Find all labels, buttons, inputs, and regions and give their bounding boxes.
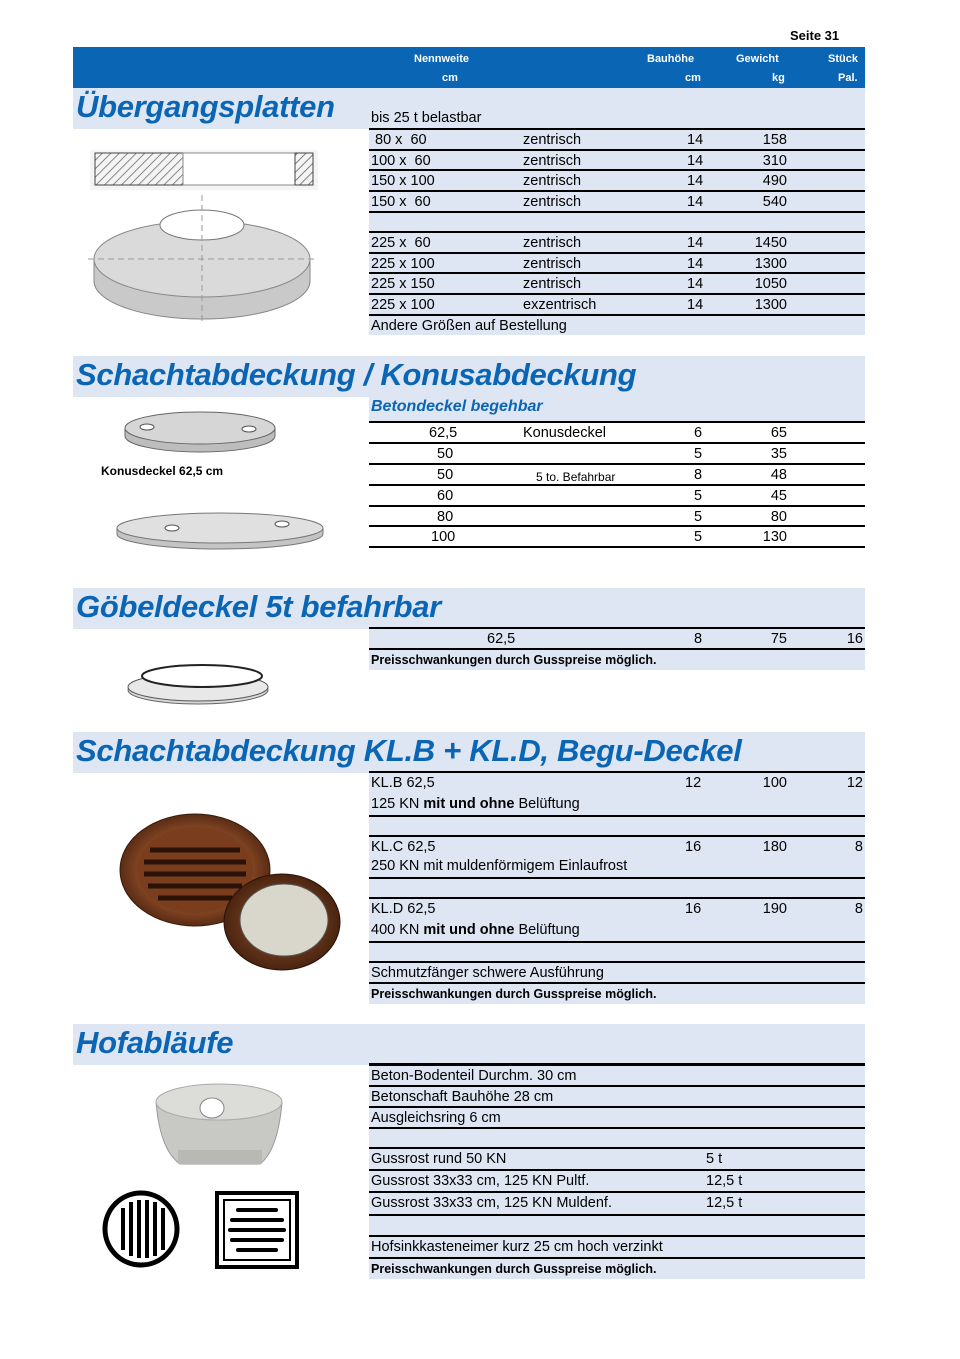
table-bottom-rule [369,546,865,548]
cell-pallet: 16 [846,631,863,647]
cell-pallet: 8 [854,901,863,917]
cell-height: 14 [687,132,704,148]
table-row [369,1235,865,1255]
header-stueck: Stück [828,53,858,65]
desc-part: 400 KN [371,922,424,938]
table-row [369,272,865,292]
cell-size: 225 x 60 [371,235,431,251]
price-note-text: Preisschwankungen durch Gusspreise möglich. [371,653,657,667]
table-row [369,961,865,981]
table-row [369,421,865,441]
header-nennweite: Nennweite [414,53,470,65]
cell-weight: 490 [762,173,787,189]
price-note-text: Preisschwankungen durch Gusspreise möglich. [371,1262,657,1276]
section-title-uebergangsplatten: Übergangsplatten [76,89,335,124]
cell-size: 225 x 150 [371,276,435,292]
table-row-spacer [369,1127,865,1147]
cell-type: exzentrisch [523,297,597,313]
cell-height: 14 [687,276,704,292]
goebeldeckel-drawing [126,660,272,708]
cell-weight: 80 [770,509,787,525]
table-row [369,1064,865,1084]
cell-weight: 45 [770,488,787,504]
price-note [369,982,865,1001]
cell-height: 5 [694,529,703,545]
cell-weight: 48 [770,467,787,483]
table-row [369,627,865,647]
footer-text: Andere Größen auf Bestellung [371,318,567,334]
table-row [369,442,865,462]
cell-weight: 158 [762,132,787,148]
cell-height: 14 [687,235,704,251]
header-nennweite-unit: cm [442,72,458,84]
table-row [369,463,865,484]
desc-bold: mit und ohne [423,922,515,938]
description-text [371,920,580,940]
table-row [369,149,865,169]
cell-size: 225 x 100 [371,297,435,313]
cell-size: 150 x 60 [371,194,431,210]
header-gewicht: Gewicht [736,53,779,65]
cell-type: zentrisch [523,132,582,148]
cell-size: 100 x 60 [371,153,431,169]
desc-bold: mit und ohne [423,796,515,812]
cell-load: 12,5 t [706,1173,743,1189]
cell-size: 150 x 100 [371,173,435,189]
cell-height: 14 [687,153,704,169]
desc-part: 125 KN [371,796,424,812]
cell-size: 100 [431,529,456,545]
cell-height: 14 [687,297,704,313]
table-row [369,771,865,791]
cell-height: 16 [685,839,702,855]
cell-weight: 1300 [754,256,787,272]
table-row [369,1147,865,1167]
section-title-begu-deckel: Schachtabdeckung KL.B + KL.D, Begu-Deckel [76,733,742,768]
cell-height: 12 [685,775,702,791]
cell-height: 8 [694,467,703,483]
cell-name: KL.B 62,5 [371,775,435,791]
desc-part: Belüftung [514,922,580,938]
table-row [369,505,865,525]
cell-size: 80 [437,509,454,525]
table-row [369,190,865,210]
cell-load: 5 t [706,1151,723,1167]
price-note [369,648,865,667]
cell-size: 225 x 100 [371,256,435,272]
cell-pallet: 8 [854,839,863,855]
table-row [369,1191,865,1211]
plate-cross-section-drawing [90,148,320,192]
cell-weight: 310 [762,153,787,169]
cell-height: 5 [694,446,703,462]
page-number: Seite 31 [790,28,840,43]
header-bauhoehe-unit: cm [685,72,701,84]
price-note-text: Preisschwankungen durch Gusspreise möglich. [371,987,657,1001]
section-title-schachtabdeckung: Schachtabdeckung / Konusabdeckung [76,357,637,392]
cell-name: KL.C 62,5 [371,839,436,855]
description-text: 250 KN mit muldenförmigem Einlaufrost [371,858,628,874]
round-grate-icon [100,1190,184,1268]
concrete-drain-photo [150,1080,288,1168]
load-note-text: bis 25 t belastbar [371,110,482,126]
table-row [369,252,865,272]
cell-name: Schmutzfänger schwere Ausführung [371,965,604,981]
header-stueck-unit: Pal. [838,72,858,84]
cell-weight: 1450 [754,235,787,251]
cast-iron-covers-photo [112,810,344,978]
cell-height: 14 [687,194,704,210]
cell-weight: 180 [762,839,787,855]
column-header-bar [73,47,865,88]
cell-height: 8 [694,631,703,647]
table-row-spacer [369,877,865,897]
table-row-spacer [369,211,865,231]
konusdeckel-drawing [122,408,278,456]
cell-type: zentrisch [523,173,582,189]
table-row [369,835,865,855]
cell-weight: 100 [762,775,787,791]
cell-pallet: 12 [846,775,863,791]
cell-name: Betonschaft Bauhöhe 28 cm [371,1089,554,1105]
cell-size: 50 [437,467,454,483]
cell-name: KL.D 62,5 [371,901,436,917]
table-row [369,897,865,917]
cell-load: 12,5 t [706,1195,743,1211]
cell-weight: 130 [762,529,787,545]
cell-weight: 75 [770,631,787,647]
cell-size: 50 [437,446,454,462]
header-bauhoehe: Bauhöhe [647,53,695,65]
cell-weight: 1050 [754,276,787,292]
plate-3d-drawing [88,195,316,327]
cell-height: 6 [694,425,703,441]
table-row [369,1169,865,1189]
table-row-spacer [369,1214,865,1234]
cell-type: zentrisch [523,194,582,210]
desc-part: Belüftung [514,796,580,812]
table-row-spacer [369,815,865,835]
table-row [369,484,865,504]
cell-size: 60 [437,488,454,504]
table-footer [369,314,865,334]
header-gewicht-unit: kg [772,72,785,84]
description-text [371,794,580,814]
cell-size: 80 x 60 [371,132,427,148]
cell-name: Gussrost 33x33 cm, 125 KN Pultf. [371,1173,590,1189]
table-row [369,525,865,545]
cell-type: zentrisch [523,256,582,272]
cell-weight: 65 [770,425,787,441]
cell-name: Gussrost rund 50 KN [371,1151,507,1167]
betondeckel-drawing [114,510,326,554]
table-row [369,231,865,251]
cell-weight: 1300 [754,297,787,313]
table-row [369,1085,865,1105]
cell-name: Beton-Bodenteil Durchm. 30 cm [371,1068,577,1084]
cell-weight: 540 [762,194,787,210]
cell-height: 14 [687,173,704,189]
cell-type: zentrisch [523,235,582,251]
cell-height: 14 [687,256,704,272]
cell-weight: 35 [770,446,787,462]
cell-height: 5 [694,509,703,525]
square-grate-icon [214,1190,300,1270]
price-note [369,1257,865,1276]
table-row [369,169,865,189]
cell-desc: 5 to. Befahrbar [536,470,616,484]
cell-desc: Konusdeckel [523,425,607,441]
cell-type: zentrisch [523,153,582,169]
subtitle-betondeckel: Betondeckel begehbar [371,398,543,415]
cell-name: Gussrost 33x33 cm, 125 KN Muldenf. [371,1195,612,1211]
cell-height: 16 [685,901,702,917]
cell-name: Ausgleichsring 6 cm [371,1110,501,1126]
table-row [369,128,865,148]
cell-name: Hofsinkkasteneimer kurz 25 cm hoch verzinkt [371,1239,663,1255]
section-title-hofablaeufe: Hofabläufe [76,1025,234,1060]
konusdeckel-caption: Konusdeckel 62,5 cm [101,464,224,478]
cell-height: 5 [694,488,703,504]
cell-type: zentrisch [523,276,582,292]
section-title-goebeldeckel: Göbeldeckel 5t befahrbar [76,589,441,624]
cell-weight: 190 [762,901,787,917]
table-row [369,1106,865,1126]
table-row [369,293,865,313]
cell-size: 62,5 [487,631,516,647]
table-row-spacer [369,941,865,961]
cell-size: 62,5 [429,425,458,441]
